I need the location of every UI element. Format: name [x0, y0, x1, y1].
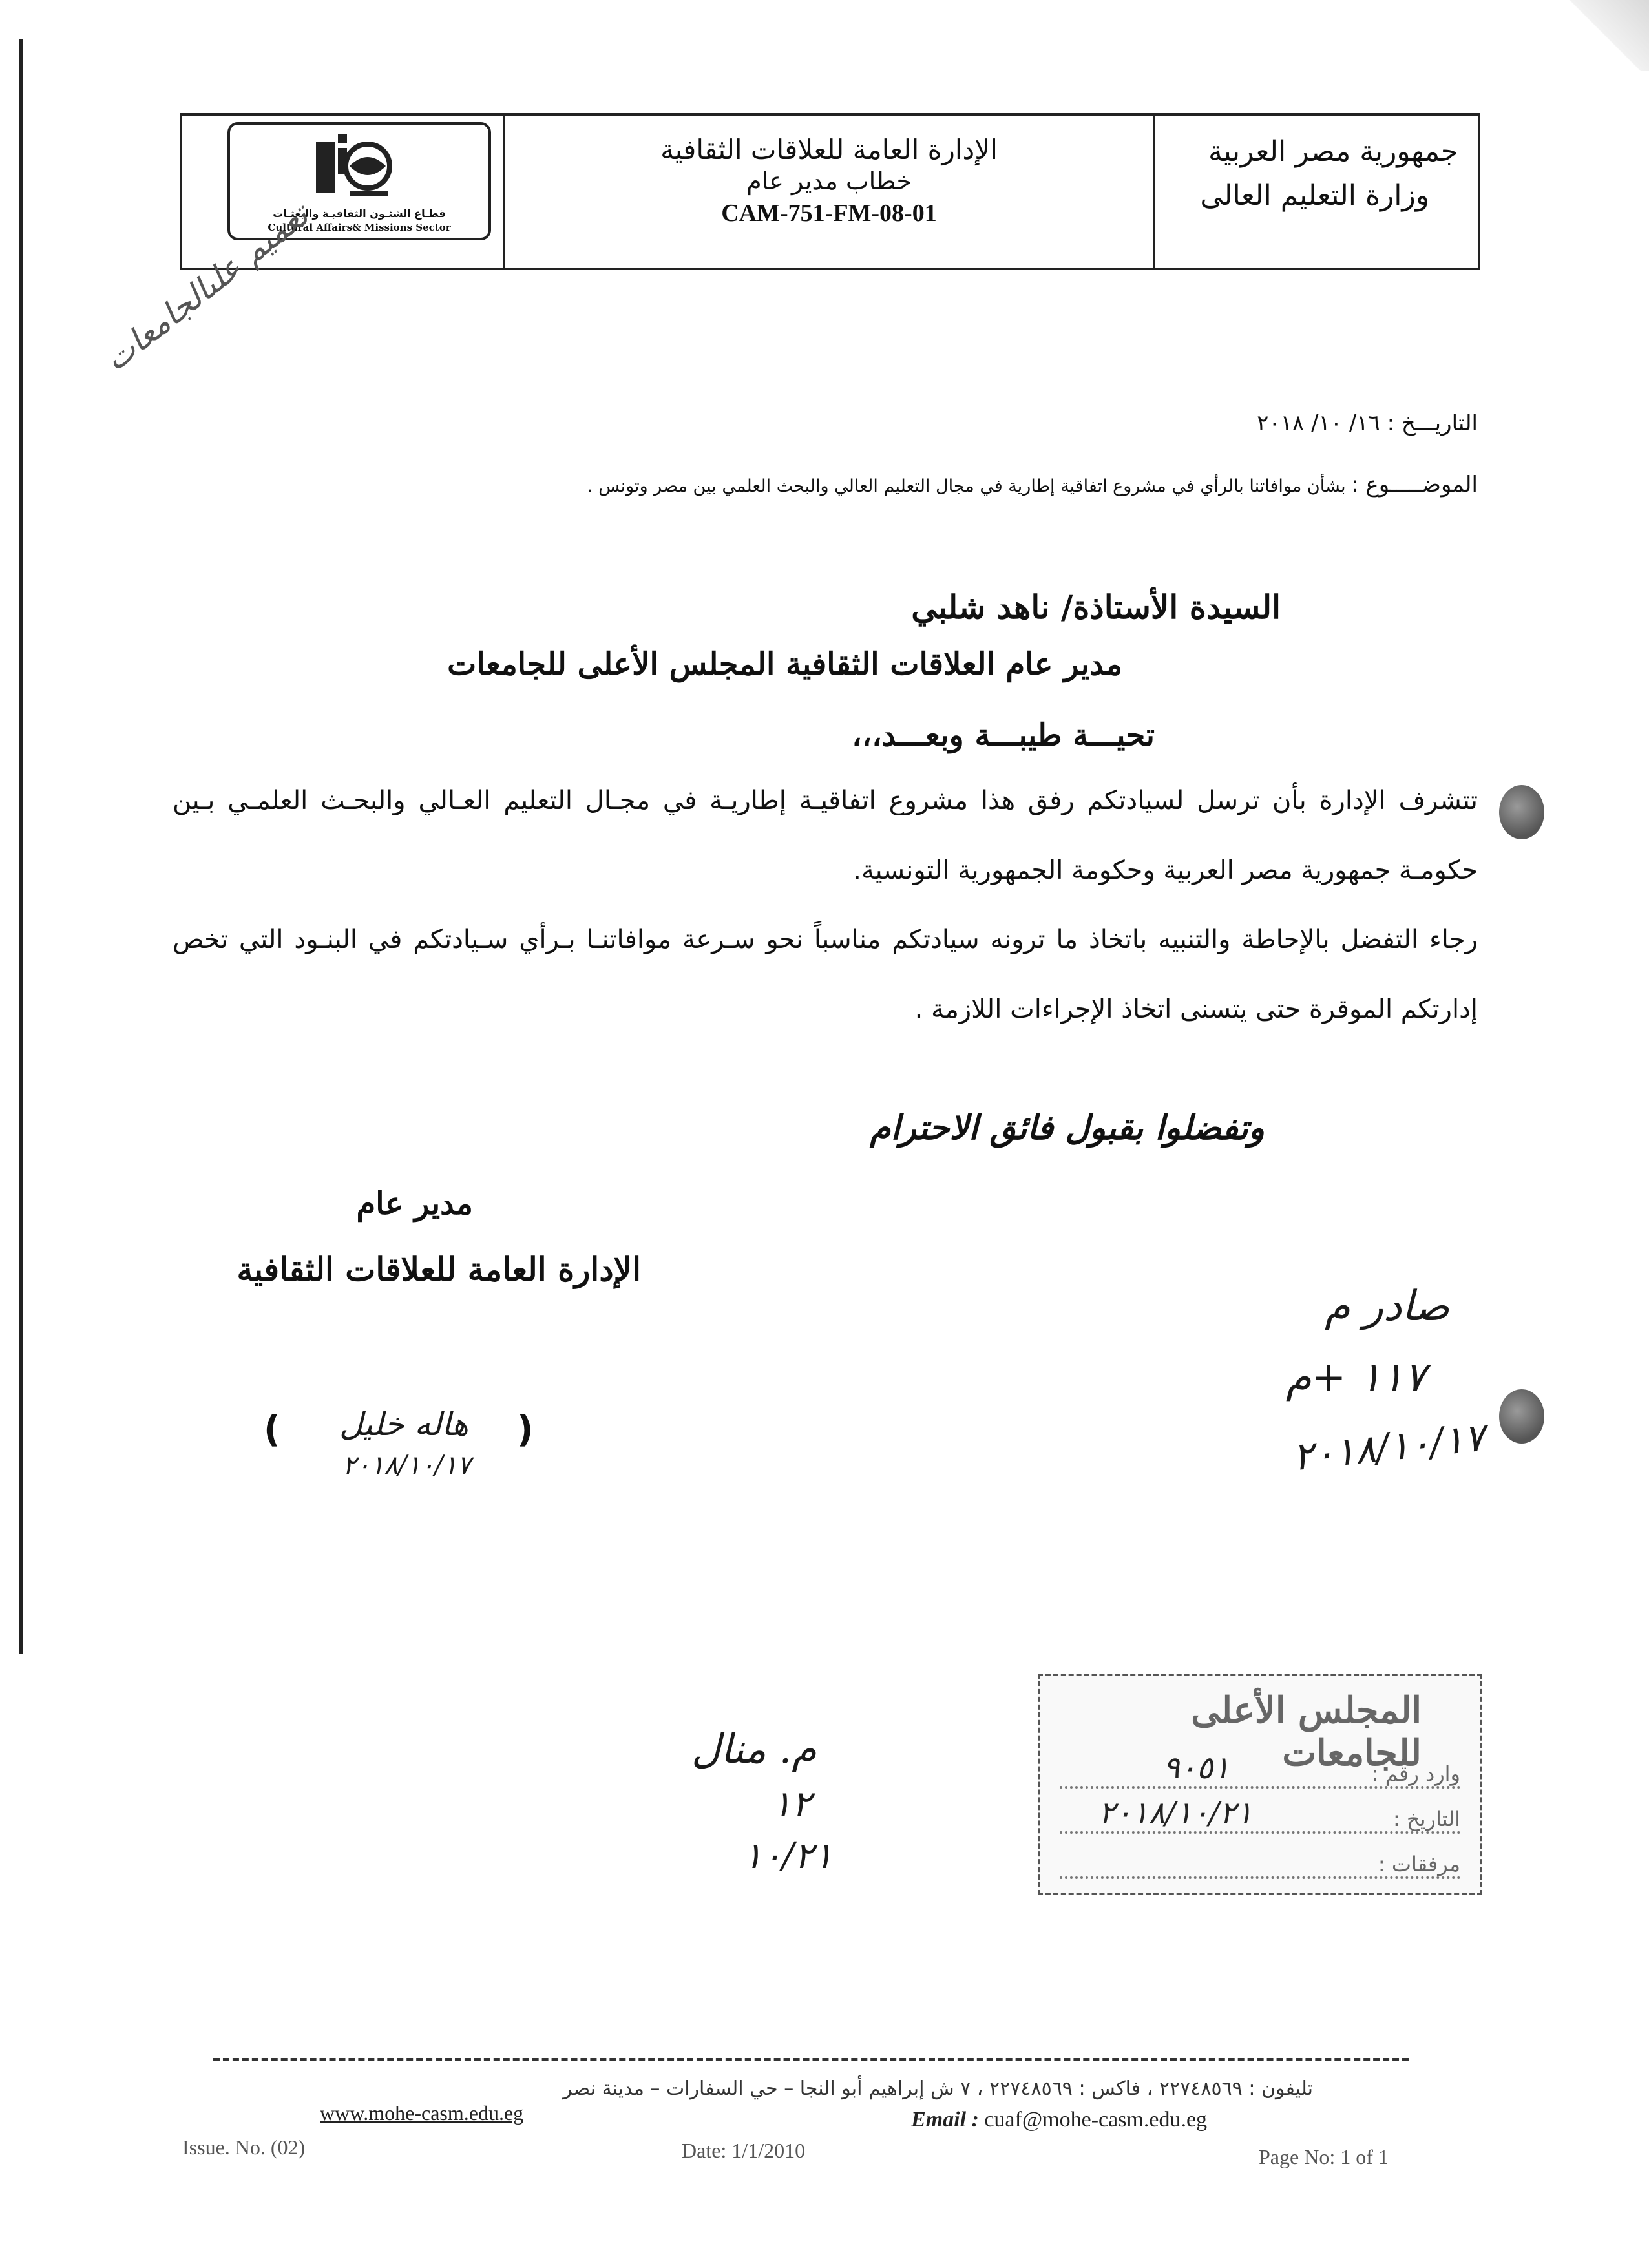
subject-value: بشأن موافاتنا بالرأي في مشروع اتفاقية إطارية في مجال التعليم العالي والبحث العلمي بين مصر وتونس . — [587, 476, 1346, 496]
date-label: التاريـــخ : — [1387, 410, 1478, 436]
handwritten-margin-note: تعميم علىالجامعات — [97, 196, 316, 379]
footer-page-number: Page No: 1 of 1 — [1259, 2145, 1389, 2168]
body-paragraph-1: تتشرف الإدارة بأن ترسل لسيادتكم رفق هذا مشروع اتفاقيـة إطاريـة في مجـال التعليم العـالي والبحـث العلمـي بـين حكومـة جمهورية مصر العربية وحكومة الجمهورية التونسية. — [173, 786, 1478, 885]
stamp-date-label: التاريخ : — [1392, 1807, 1460, 1831]
footer-email-label: Email : — [911, 2108, 979, 2132]
stamp-title: المجلس الأعلى للجامعات — [1191, 1689, 1422, 1774]
signature-paren-open: ( — [264, 1409, 280, 1451]
handwritten-outgoing-number: ١١٧ +م — [1286, 1354, 1426, 1402]
logo-text-arabic: قطـاع الشئـون الثقافيـة والبعثـات — [273, 207, 446, 220]
footer-email — [911, 2108, 1207, 2132]
date-row — [1257, 410, 1478, 436]
addressee-name: السيدة الأستاذة/ ناهد شلبي — [911, 588, 1281, 626]
scan-corner-fold — [1546, 0, 1649, 71]
letterhead-center-cell — [505, 116, 1155, 268]
letterhead-ministry-cell — [1155, 116, 1478, 268]
signature-department: الإدارة العامة للعلاقات الثقافية — [236, 1250, 641, 1288]
letter-type: خطاب مدير عام — [746, 167, 912, 195]
punch-hole-top — [1499, 785, 1544, 839]
stamp-number-label: وارد رقم : — [1371, 1761, 1460, 1786]
greeting: تحيـــة طيبـــة وبعـــد،،، — [852, 717, 1155, 753]
ministry-name: وزارة التعليم العالى — [1200, 179, 1429, 212]
stamp-number-value: ٩٠٥١ — [1163, 1750, 1230, 1786]
subject-row — [587, 472, 1478, 498]
handwritten-signature-date: ٢٠١٨/١٠/١٧ — [342, 1451, 471, 1480]
handwritten-assignee: م. منال — [691, 1725, 817, 1772]
stamp-row-date — [1060, 1792, 1460, 1834]
footer-date: Date: 1/1/2010 — [682, 2139, 806, 2162]
scan-left-edge — [19, 39, 23, 1654]
stamp-attachments-label: مرفقات : — [1378, 1852, 1460, 1876]
country-name: جمهورية مصر العربية — [1208, 135, 1458, 168]
document-code: CAM-751-FM-08-01 — [721, 200, 937, 227]
letterhead — [180, 113, 1480, 270]
handwritten-note-date: ١٠/٢١ — [743, 1835, 834, 1877]
footer-website-link[interactable]: www.mohe-casm.edu.eg — [320, 2101, 524, 2125]
stamp-row-attachments — [1060, 1838, 1460, 1879]
logo-text-english: Cultural Affairs& Missions Sector — [268, 222, 451, 233]
body-paragraph-2: رجاء التفضل بالإحاطة والتنبيه باتخاذ ما ترونه سيادتكم مناسباً نحو سـرعة موافاتنـا بـرأي سـيادتكم في البنـود التي تخص إدارتكم الموقرة حتى يتسنى اتخاذ الإجراءات اللازمة . — [173, 925, 1478, 1024]
punch-hole-bottom — [1499, 1389, 1544, 1444]
handwritten-signature-name: هاله خليل — [339, 1405, 468, 1443]
signature-title: مدير عام — [356, 1186, 473, 1222]
subject-label: الموضـــــوع : — [1351, 472, 1478, 498]
stamp-row-number — [1060, 1747, 1460, 1789]
footer-issue-number: Issue. No. (02) — [182, 2136, 306, 2159]
handwritten-note-number: ١٢ — [772, 1783, 812, 1825]
closing-phrase: وتفضلوا بقبول فائق الاحترام — [870, 1108, 1265, 1148]
received-stamp — [1038, 1674, 1482, 1895]
signature-paren-close: ) — [517, 1409, 534, 1451]
handwritten-outgoing-date: ٢٠١٨/١٠/١٧ — [1290, 1414, 1487, 1480]
stamp-date-value: ٢٠١٨/١٠/٢١ — [1098, 1795, 1253, 1831]
department-name: الإدارة العامة للعلاقات الثقافية — [660, 134, 998, 165]
globe-logo-icon — [311, 129, 395, 206]
handwritten-outgoing-label: صادر م — [1325, 1283, 1450, 1330]
addressee-title: مدير عام العلاقات الثقافية المجلس الأعلى للجامعات — [447, 646, 1122, 682]
footer-email-link[interactable]: cuaf@mohe-casm.edu.eg — [984, 2108, 1208, 2132]
date-value: ١٦/ ١٠/ ٢٠١٨ — [1257, 410, 1380, 436]
footer-divider — [213, 2058, 1409, 2061]
footer-contact-info: تليفون : ٢٢٧٤٨٥٦٩ ، فاكس : ٢٢٧٤٨٥٦٩ ، ٧ ش إبراهيم أبو النجا – حي السفارات – مدينة نصر — [563, 2077, 1313, 2100]
